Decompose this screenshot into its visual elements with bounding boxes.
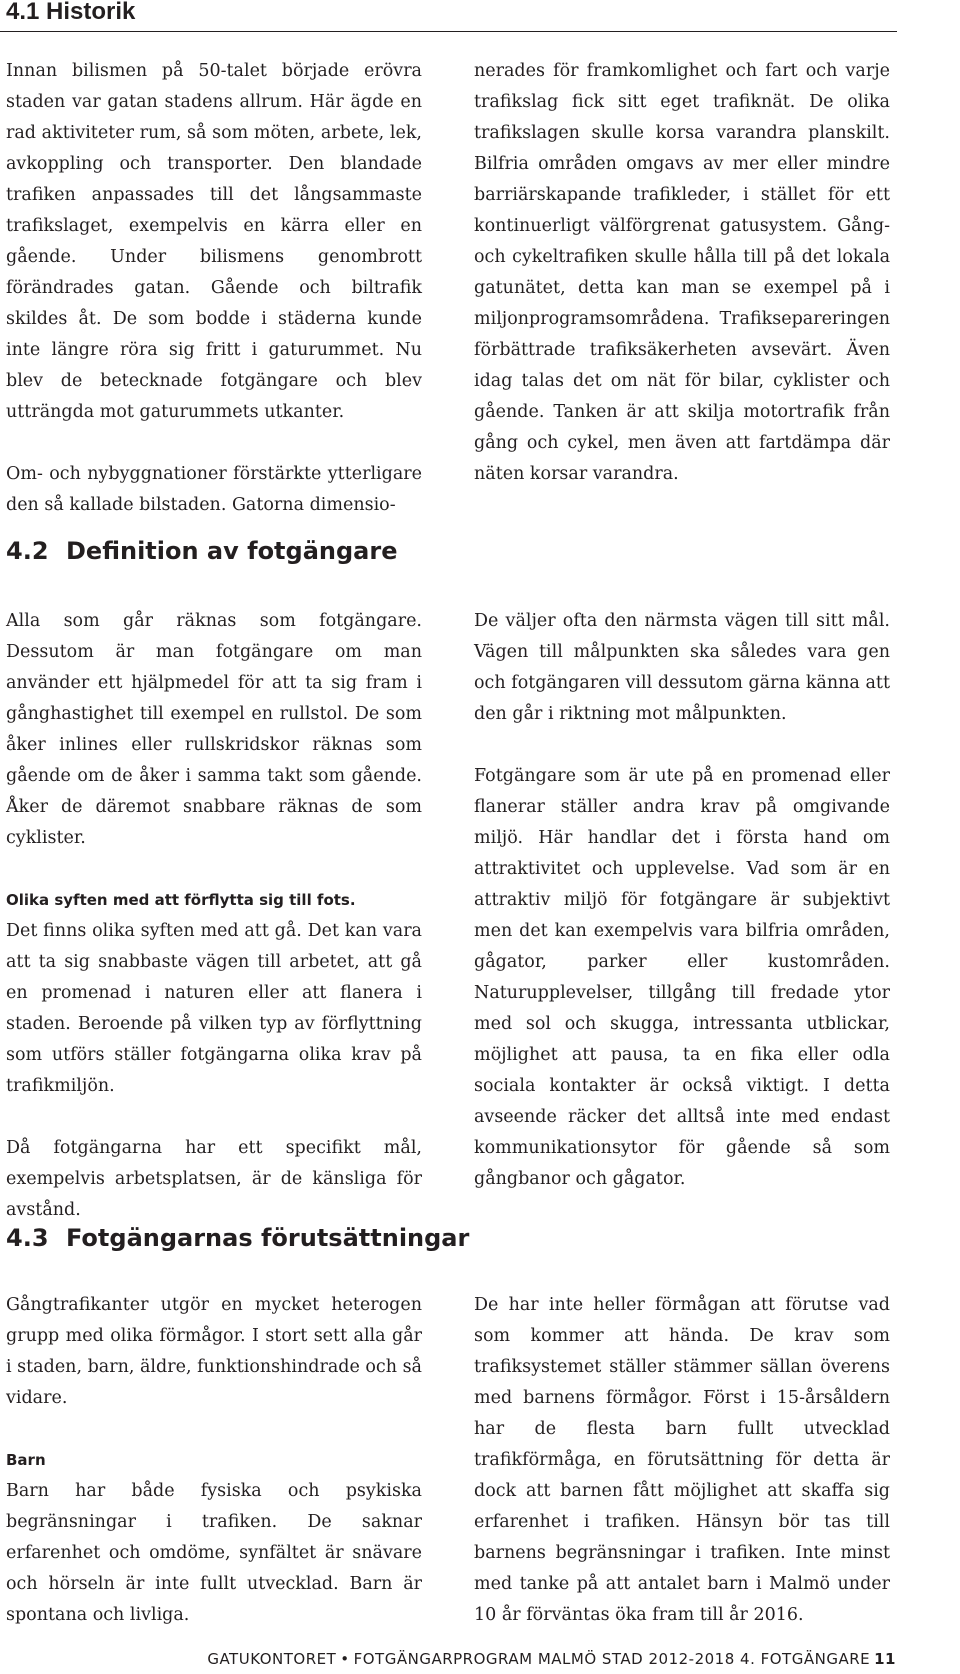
forutsattningar-paragraph-2: Barn har både fysiska och psykiska begränsningar i trafiken. De saknar erfarenhet och omdöme, synfältet är snävare och hörseln är inte fullt utvecklad. Barn är spontana och livliga. bbox=[6, 1481, 422, 1625]
definition-paragraph-1: Alla som går räknas som fotgängare. Dessutom är man fotgängare om man använder ett hjälpmedel för att ta sig fram i gånghastighet till exempel en rullstol. De som åker inlines eller rullskridskor räknas som gående om de åker i samma takt som gående. Åker de däremot snabbare räknas de som cyklister. bbox=[6, 611, 422, 848]
historik-paragraph-3: nerades för framkomlighet och fart och varje trafikslag fick sitt eget trafiknät. De olika trafikslagen skulle korsa varandra planskilt. Bilfria områden omgavs av mer eller mindre barriärskapande trafikleder, i stället för ett kontinuerligt välförgrenat gatusystem. Gång- och cykeltrafiken skulle hålla till på det lokala gatunätet, detta kan man se exempel på i miljonprogramsområdena. Trafikseparеringen förbättrade trafiksäkerheten avsevärt. Även idag talas det om nät för bilar, cyklister och gående. Tanken är att skilja motortrafik från gång och cykel, men även att fartdämpa där näten korsar varandra. bbox=[474, 61, 890, 484]
historik-right-column bbox=[474, 56, 890, 490]
definition-paragraph-5: Fotgängare som är ute på en promenad eller flanerar ställer andra krav på omgivande miljö. Här handlar det i första hand om attraktivitet och upplevelse. Vad som är en attraktiv miljö för fotgängare är subjektivt men det kan exempelvis vara bilfria områden, gågator, parker eller kustområden. Naturupplevelser, tillgång till fredade ytor med sol och skugga, intressanta utblickar, möjlighet att pausa, ta en fika eller odla sociala kontakter är också viktigt. I detta avseende räcker det alltså inte med endast kommunikationsytor för gående så som gångbanor och gågator. bbox=[474, 766, 890, 1189]
section-heading-historik: 4.1 Historik bbox=[6, 0, 136, 25]
heading-rule bbox=[0, 31, 897, 32]
definition-paragraph-3: Då fotgängarna har ett specifikt mål, exempelvis arbetsplatsen, är de känsliga för avstånd. bbox=[6, 1138, 422, 1220]
historik-paragraph-1: Innan bilismen på 50-talet började erövra staden var gatan stadens allrum. Här ägde en rad aktiviteter rum, så som möten, arbete, lek, avkoppling och transporter. Den blandade trafiken anpassades till det långsammaste trafikslaget, exempelvis en kärra eller en gående. Under bilismens genombrott förändrades gatan. Gående och biltrafik skildes åt. De som bodde i städerna kunde inte längre röra sig fritt i gaturummet. Nu blev de betecknade fotgängare och blev utträngda mot gaturummets utkanter. bbox=[6, 61, 422, 422]
definition-right-column bbox=[474, 606, 890, 1195]
section-number: 4.2 bbox=[6, 537, 49, 565]
section-heading-forutsattningar bbox=[6, 1224, 469, 1252]
definition-paragraph-4: De väljer ofta den närmsta vägen till sitt mål. Vägen till målpunkten ska således vara gen och fotgängaren vill dessutom gärna känna att den går i riktning mot målpunkten. bbox=[474, 611, 890, 724]
footer-program: FOTGÄNGARPROGRAM MALMÖ STAD 2012-2018 bbox=[353, 1650, 735, 1668]
section-title: Fotgängarnas förutsättningar bbox=[66, 1224, 470, 1252]
page-footer bbox=[207, 1650, 896, 1668]
forutsattningar-left-column bbox=[6, 1290, 422, 1631]
definition-paragraph-2: Det finns olika syften med att gå. Det kan vara att ta sig snabbaste vägen till arbetet, att gå en promenad i naturen eller att flanera i staden. Beroende på vilken typ av förflyttning som utförs ställer fotgängarna olika krav på trafikmiljön. bbox=[6, 921, 422, 1096]
footer-chapter: 4. FOTGÄNGARE bbox=[740, 1650, 871, 1668]
historik-left-column bbox=[6, 56, 422, 521]
forutsattningar-right-column bbox=[474, 1290, 890, 1631]
footer-org: GATUKONTORET bbox=[207, 1650, 337, 1668]
definition-subheading: Olika syften med att förflytta sig till fots. bbox=[6, 891, 356, 909]
page-number: 11 bbox=[874, 1650, 896, 1668]
forutsattningar-paragraph-1: Gångtrafikanter utgör en mycket heterogen grupp med olika förmågor. I stort sett alla går i staden, barn, äldre, funktionshindrade och så vidare. bbox=[6, 1295, 422, 1408]
section-number: 4.3 bbox=[6, 1224, 49, 1252]
footer-bullet: • bbox=[340, 1650, 350, 1668]
forutsattningar-paragraph-3: De har inte heller förmågan att förutse vad som kommer att hända. De krav som trafiksystemet ställer stämmer sällan överens med barnens förmågor. Först i 15-årsåldern har de flesta barn fullt utvecklad trafikförmåga, en förutsättning för detta är dock att barnen fått möjlighet att skaffa sig erfarenhet i trafiken. Hänsyn bör tas till barnens begränsningar i trafiken. Inte minst med tanke på att antalet barn i Malmö under 10 år förväntas öka fram till år 2016. bbox=[474, 1295, 890, 1625]
section-title: Definition av fotgängare bbox=[66, 537, 398, 565]
definition-left-column bbox=[6, 606, 422, 1226]
section-heading-definition bbox=[6, 537, 397, 565]
forutsattningar-subheading: Barn bbox=[6, 1451, 46, 1469]
historik-paragraph-2: Om- och nybyggnationer förstärkte ytterligare den så kallade bilstaden. Gatorna dimensio- bbox=[6, 464, 422, 515]
